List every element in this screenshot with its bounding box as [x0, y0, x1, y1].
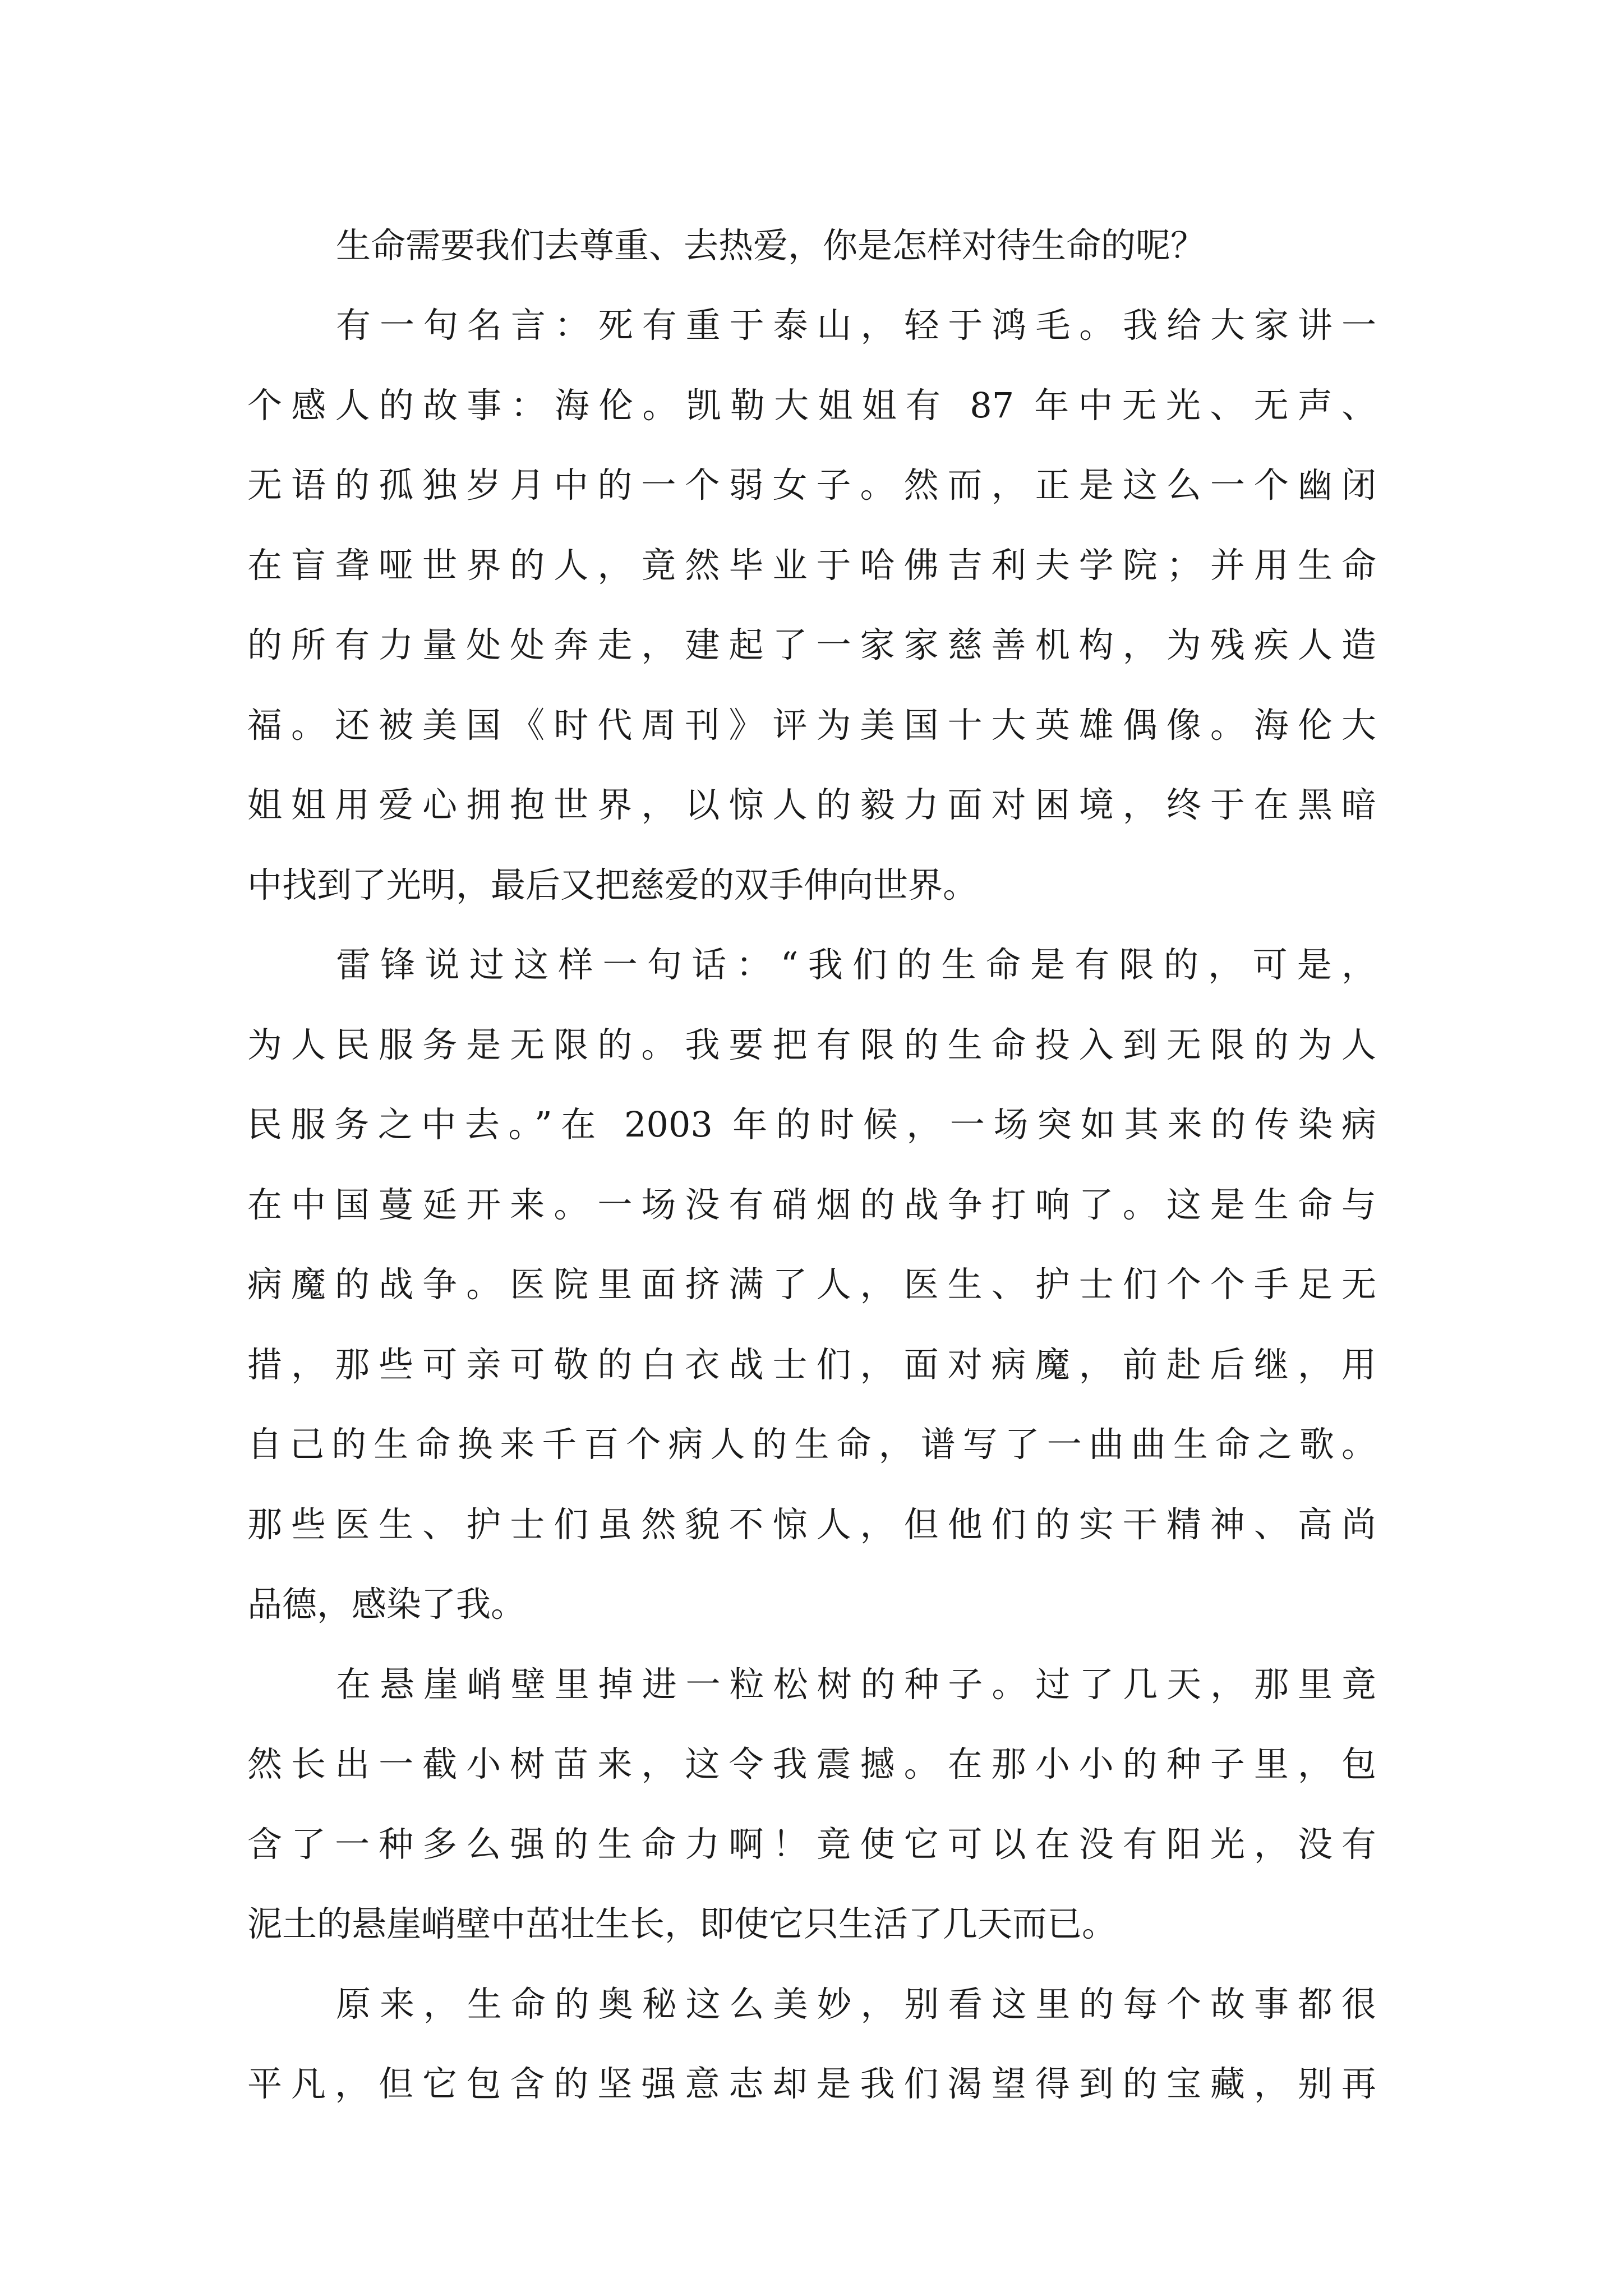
text-line: 个感人的故事：海伦。凯勒大姐姐有 87 年中无光、无声、 — [247, 385, 1376, 426]
text-line: 为人民服务是无限的。我要把有限的生命投入到无限的为人 — [247, 1024, 1376, 1065]
text-line: 在盲聋哑世界的人，竟然毕业于哈佛吉利夫学院；并用生命 — [247, 545, 1376, 586]
text-line: 病魔的战争。医院里面挤满了人，医生、护士们个个手足无 — [247, 1264, 1376, 1305]
text-line: 的所有力量处处奔走，建起了一家家慈善机构，为残疾人造 — [247, 624, 1376, 665]
text-line: 自己的生命换来千百个病人的生命，谱写了一曲曲生命之歌。 — [247, 1424, 1376, 1465]
text-line: 无语的孤独岁月中的一个弱女子。然而，正是这么一个幽闭 — [247, 464, 1376, 505]
text-line: 品德，感染了我。 — [247, 1584, 526, 1625]
text-line: 然长出一截小树苗来，这令我震撼。在那小小的种子里，包 — [247, 1743, 1376, 1784]
text-line: 在悬崖峭壁里掉进一粒松树的种子。过了几天，那里竟 — [336, 1664, 1376, 1705]
text-line: 在中国蔓延开来。一场没有硝烟的战争打响了。这是生命与 — [247, 1184, 1376, 1225]
text-line: 平凡，但它包含的坚强意志却是我们渴望得到的宝藏，别再 — [247, 2063, 1376, 2104]
text-line: 含了一种多么强的生命力啊！竟使它可以在没有阳光，没有 — [247, 1824, 1376, 1865]
text-line: 那些医生、护士们虽然貌不惊人，但他们的实干精神、高尚 — [247, 1504, 1376, 1545]
text-line: 雷锋说过这样一句话：“我们的生命是有限的，可是， — [336, 944, 1376, 985]
text-line: 泥土的悬崖峭壁中茁壮生长，即使它只生活了几天而已。 — [247, 1903, 1117, 1944]
text-line: 中找到了光明，最后又把慈爱的双手伸向世界。 — [247, 864, 978, 905]
text-line: 原来，生命的奥秘这么美妙，别看这里的每个故事都很 — [336, 1984, 1376, 2024]
text-line: 生命需要我们去尊重、去热爱，你是怎样对待生命的呢？ — [336, 225, 1206, 266]
text-line: 福。还被美国《时代周刊》评为美国十大英雄偶像。海伦大 — [247, 705, 1376, 746]
text-line: 民服务之中去。”在 2003 年的时候，一场突如其来的传染病 — [247, 1104, 1376, 1145]
text-line: 有一句名言：死有重于泰山，轻于鸿毛。我给大家讲一 — [336, 305, 1376, 346]
text-line: 姐姐用爱心拥抱世界，以惊人的毅力面对困境，终于在黑暗 — [247, 784, 1376, 825]
text-line: 措，那些可亲可敬的白衣战士们，面对病魔，前赴后继，用 — [247, 1344, 1376, 1385]
